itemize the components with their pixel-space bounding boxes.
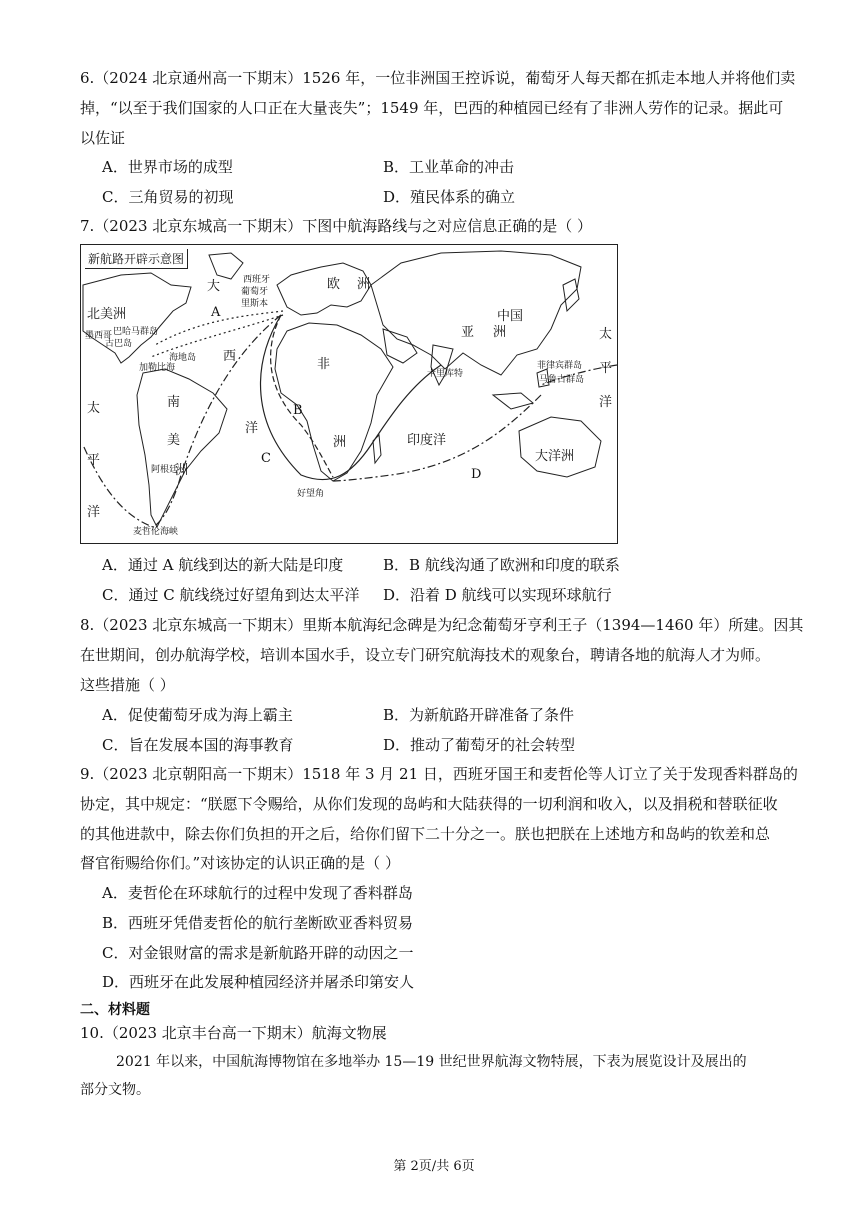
q7-option-d: D．沿着 D 航线可以实现环球航行: [383, 586, 612, 604]
map-label-lisbon: 里斯本: [241, 299, 269, 309]
map-label-cape-of-good-hope: 好望角: [297, 489, 325, 499]
map-label-route-b: B: [293, 403, 303, 418]
map-label-south-america-3: 洲: [175, 463, 189, 478]
q6-option-b: B．工业革命的冲击: [383, 158, 515, 176]
q10-stem-line1: 10.（2023 北京丰台高一下期末）航海文物展: [80, 1024, 387, 1042]
map-title: 新航路开辟示意图: [85, 249, 188, 269]
q6-option-c: C．三角贸易的初现: [102, 188, 234, 206]
q9-stem-line2: 协定，其中规定：“朕愿下令赐给，从你们发现的岛屿和大陆获得的一切利润和收入，以及捐税和替联征收: [80, 795, 778, 813]
q6-stem-line2: 掉，“以至于我们国家的人口正在大量丧失”；1549 年，巴西的种植园已经有了非洲人劳作的记录。据此可: [80, 99, 784, 117]
map-label-portugal: 葡萄牙: [241, 287, 269, 297]
map-label-asia-2: 洲: [493, 325, 507, 340]
map-label-cuba: 古巴岛: [105, 339, 133, 349]
map-label-north-america: 北美洲: [87, 307, 127, 322]
q7-option-b: B．B 航线沟通了欧洲和印度的联系: [383, 556, 620, 574]
q7-option-a: A．通过 A 航线到达的新大陆是印度: [102, 556, 344, 574]
map-label-route-a: A: [211, 305, 221, 320]
map-label-africa-2: 洲: [333, 435, 347, 450]
q8-option-d: D．推动了葡萄牙的社会转型: [383, 736, 576, 754]
map-label-caribbean: 加勒比海: [139, 363, 176, 373]
page-number: 第 2页/共 6页: [393, 1159, 475, 1174]
map-label-haiti: 海地岛: [169, 353, 197, 363]
new-sea-route-map: [80, 244, 618, 544]
q9-option-d: D．西班牙在此发展种植园经济并屠杀印第安人: [102, 973, 415, 991]
q9-option-c: C．对金银财富的需求是新航路开辟的动因之一: [102, 944, 414, 962]
q6-option-d: D．殖民体系的确立: [383, 188, 516, 206]
map-label-philippines: 菲律宾群岛: [537, 361, 583, 371]
q6-option-a: A．世界市场的成型: [102, 158, 233, 176]
q8-option-b: B．为新航路开辟准备了条件: [383, 706, 575, 724]
q8-option-c: C．旨在发展本国的海事教育: [102, 736, 294, 754]
map-label-pacific-right-1: 太: [599, 327, 613, 342]
q6-stem-line3: 以佐证: [80, 129, 126, 147]
q8-option-a: A．促使葡萄牙成为海上霸主: [102, 706, 293, 724]
map-label-mexico: 墨西哥: [85, 331, 113, 341]
map-label-atlantic-2: 西: [223, 349, 237, 364]
map-label-route-d: D: [471, 467, 482, 482]
map-label-china: 中国: [497, 309, 524, 324]
map-label-pacific-left-1: 太: [87, 401, 101, 416]
section-heading: 二、材料题: [80, 1002, 150, 1018]
route-c-line: [261, 315, 441, 480]
map-label-pacific-left-2: 平: [87, 453, 101, 468]
asia-shape: [371, 251, 581, 375]
map-label-argentina: 阿根廷: [151, 465, 179, 475]
map-label-magellan-strait: 麦哲伦海峡: [133, 527, 179, 537]
map-label-pacific-right-3: 洋: [599, 395, 613, 410]
map-label-spain: 西班牙: [243, 275, 271, 285]
q9-stem-line1: 9.（2023 北京朝阳高一下期末）1518 年 3 月 21 日，西班牙国王和麦哲伦等人订立了关于发现香料群岛的: [80, 765, 798, 783]
map-label-pacific-left-3: 洋: [87, 505, 101, 520]
map-label-south-america-1: 南: [167, 395, 181, 410]
map-label-asia-1: 亚: [461, 325, 475, 340]
map-label-south-america-2: 美: [167, 433, 181, 448]
route-b-line: [271, 315, 333, 477]
map-label-route-c: C: [261, 451, 271, 466]
africa-shape: [275, 323, 393, 481]
map-label-calicut: 卡里库特: [427, 369, 464, 379]
q8-stem-line2: 在世期间，创办航海学校，培训本国水手，设立专门研究航海技术的观象台，聘请各地的航海人才为师。: [80, 646, 771, 664]
map-label-atlantic-3: 洋: [245, 421, 259, 436]
map-label-moluccas: 马鲁古群岛: [539, 375, 585, 385]
map-label-europe-1: 欧: [327, 277, 341, 292]
q7-option-c: C．通过 C 航线绕过好望角到达太平洋: [102, 586, 360, 604]
q7-stem-line1: 7.（2023 北京东城高一下期末）下图中航海路线与之对应信息正确的是（ ）: [80, 217, 593, 235]
map-label-africa-1: 非: [317, 357, 331, 372]
map-label-oceania: 大洋洲: [535, 449, 575, 464]
map-label-atlantic-1: 大: [207, 279, 221, 294]
map-label-europe-2: 洲: [357, 277, 371, 292]
q9-option-a: A．麦哲伦在环球航行的过程中发现了香料群岛: [102, 884, 413, 902]
map-label-indian-ocean: 印度洋: [407, 433, 447, 448]
q8-stem-line1: 8.（2023 北京东城高一下期末）里斯本航海纪念碑是为纪念葡萄牙亨利王子（1394—1460 年）所建。因其: [80, 616, 804, 634]
q6-stem-line1: 6.（2024 北京通州高一下期末）1526 年，一位非洲国王控诉说，葡萄牙人每天都在抓走本地人并将他们卖: [80, 69, 796, 87]
map-drawing: [81, 245, 617, 543]
q10-paragraph-line1: 2021 年以来，中国航海博物馆在多地举办 15—19 世纪世界航海文物特展，下表为展览设计及展出的: [116, 1054, 747, 1070]
q8-stem-line3: 这些措施（ ）: [80, 676, 175, 694]
map-label-pacific-right-2: 平: [599, 361, 613, 376]
q10-paragraph-line2: 部分文物。: [80, 1082, 150, 1098]
q9-stem-line3: 的其他进款中，除去你们负担的开之后，给你们留下二十分之一。朕也把朕在上述地方和岛屿的钦差和总: [80, 825, 771, 843]
south-america-shape: [137, 369, 227, 527]
q9-stem-line4: 督官衔赐给你们。”对该协定的认识正确的是（ ）: [80, 854, 400, 872]
map-label-bahamas: 巴哈马群岛: [113, 327, 159, 337]
q9-option-b: B．西班牙凭借麦哲伦的航行垄断欧亚香料贸易: [102, 914, 414, 932]
